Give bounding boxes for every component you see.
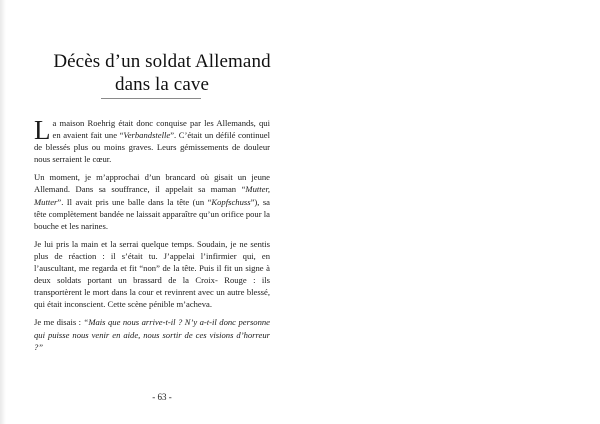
paragraph-2-italic-kopfschuss: Kopfschuss <box>211 196 251 207</box>
paragraph-4-text: Je me disais : <box>34 317 84 328</box>
title-divider <box>101 98 201 99</box>
chapter-title <box>22 50 302 96</box>
paragraph-4 <box>34 316 270 352</box>
paragraph-1 <box>34 117 270 165</box>
paragraph-1-italic-term: Verbandstelle <box>123 130 171 141</box>
paragraph-1-text-b: ”. C’était un défilé continuel de blessés plus ou moins graves. Leurs gémissements de douleur nous serraient le cœur. <box>34 130 270 165</box>
paragraph-2 <box>34 171 270 231</box>
paragraph-2-text-b: ”. Il avait pris une balle dans la tête (un “ <box>57 196 212 207</box>
page-number: - 63 - <box>152 392 172 402</box>
paragraph-3-text: Je lui pris la main et la serrai quelque temps. Soudain, je ne sentis plus de réaction : il s’était tu. J’appelai l’infirmier qui, en l’auscultant, me regarda et fit “non” de la tête. Puis il fit un signe à deux soldats portant un brassard de la Croix- Rouge : ils transportèrent le mort dans la cour et revinrent avec un autre blessé, qui était inconscient. Cette scène pénible m’acheva. <box>34 238 270 310</box>
paragraph-3 <box>34 238 270 311</box>
paragraph-4-italic-quote: “Mais que nous arrive-t-il ? N’y a-t-il donc personne qui puisse nous venir en aide, nous sortir de ces visions d’horreur ?” <box>34 317 270 352</box>
page-gutter-shadow <box>0 0 6 424</box>
chapter-body <box>34 117 270 359</box>
chapter-title-line-1: Décès d’un soldat Allemand <box>53 51 271 72</box>
paragraph-2-italic-mutter: Mutter, Mutter <box>34 184 270 207</box>
drop-cap: L <box>34 115 51 145</box>
paragraph-2-text-c: ”), sa tête complètement bandée ne laissait apparaître qu’un orifice pour la bouche et les narines. <box>34 196 270 231</box>
chapter-title-line-2: dans la cave <box>114 74 210 95</box>
paragraph-2-text-a: Un moment, je m’approchai d’un brancard où gisait un jeune Allemand. Dans sa souffrance, il appelait sa maman “ <box>34 172 270 195</box>
paragraph-1-text-a: a maison Roehrig était donc conquise par les Allemands, qui en avaient fait une “ <box>52 118 270 141</box>
